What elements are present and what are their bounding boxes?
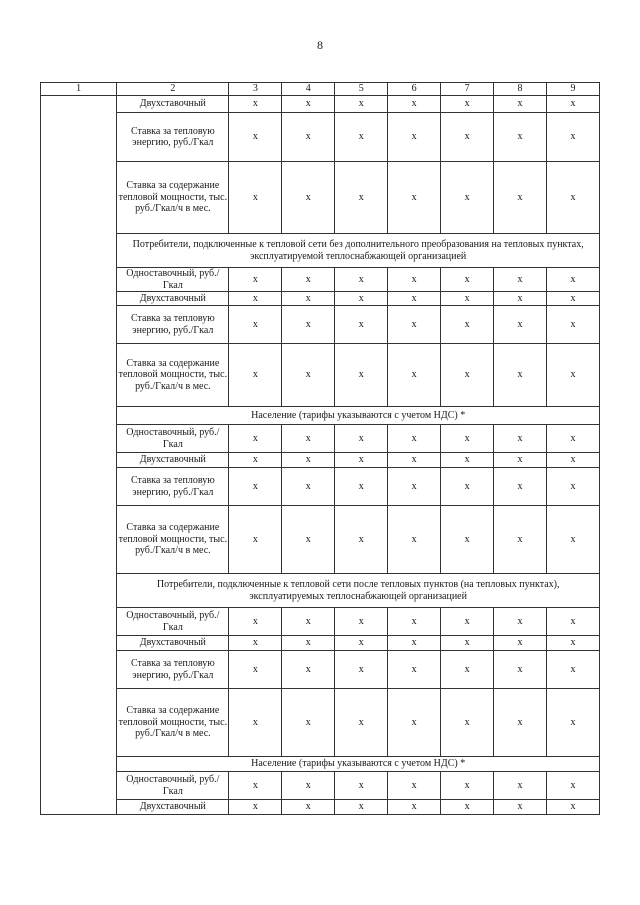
value-cell: x xyxy=(494,608,547,636)
table-row xyxy=(41,772,600,800)
value-cell: x xyxy=(388,162,441,234)
value-cell: x xyxy=(546,636,599,651)
row-label: Ставка за тепловую энергию, руб./Гкал xyxy=(117,113,229,162)
value-cell: x xyxy=(441,636,494,651)
table-row xyxy=(41,800,600,815)
row-label: Одноставочный, руб./Гкал xyxy=(117,772,229,800)
value-cell: x xyxy=(229,772,282,800)
row-label: Ставка за содержание тепловой мощности, тыс. руб./Гкал/ч в мес. xyxy=(117,689,229,757)
column-header-3: 3 xyxy=(229,83,282,96)
row-label: Двухставочный xyxy=(117,800,229,815)
value-cell: x xyxy=(229,306,282,344)
value-cell: x xyxy=(282,772,335,800)
value-cell: x xyxy=(229,96,282,113)
row-label: Ставка за содержание тепловой мощности, тыс. руб./Гкал/ч в мес. xyxy=(117,506,229,574)
value-cell: x xyxy=(494,636,547,651)
table-row xyxy=(41,689,600,757)
value-cell: x xyxy=(388,344,441,407)
value-cell: x xyxy=(441,113,494,162)
value-cell: x xyxy=(546,800,599,815)
table-row xyxy=(41,608,600,636)
value-cell: x xyxy=(335,344,388,407)
column-header-8: 8 xyxy=(494,83,547,96)
value-cell: x xyxy=(282,306,335,344)
value-cell: x xyxy=(282,608,335,636)
row-label: Двухставочный xyxy=(117,96,229,113)
table-row xyxy=(41,468,600,506)
table-row xyxy=(41,306,600,344)
section-row xyxy=(41,757,600,772)
value-cell: x xyxy=(388,689,441,757)
value-cell: x xyxy=(335,96,388,113)
value-cell: x xyxy=(335,306,388,344)
value-cell: x xyxy=(441,306,494,344)
value-cell: x xyxy=(441,96,494,113)
table-row xyxy=(41,344,600,407)
value-cell: x xyxy=(335,636,388,651)
value-cell: x xyxy=(494,800,547,815)
value-cell: x xyxy=(441,468,494,506)
header-row xyxy=(41,83,600,96)
row-label: Двухставочный xyxy=(117,636,229,651)
table-row xyxy=(41,268,600,292)
value-cell: x xyxy=(229,506,282,574)
value-cell: x xyxy=(229,344,282,407)
value-cell: x xyxy=(441,608,494,636)
value-cell: x xyxy=(388,772,441,800)
value-cell: x xyxy=(388,506,441,574)
value-cell: x xyxy=(229,651,282,689)
table-row xyxy=(41,162,600,234)
value-cell: x xyxy=(229,800,282,815)
value-cell: x xyxy=(441,292,494,306)
column-header-6: 6 xyxy=(388,83,441,96)
value-cell: x xyxy=(335,800,388,815)
column-header-2: 2 xyxy=(117,83,229,96)
column-1-merged-cell xyxy=(41,96,117,815)
section-heading: Потребители, подключенные к тепловой сети без дополнительного преобразования на тепловых пунктах, эксплуатируемой теплоснабжающей организацией xyxy=(117,234,600,268)
value-cell: x xyxy=(388,96,441,113)
value-cell: x xyxy=(441,268,494,292)
value-cell: x xyxy=(494,772,547,800)
value-cell: x xyxy=(546,689,599,757)
value-cell: x xyxy=(441,162,494,234)
row-label: Одноставочный, руб./Гкал xyxy=(117,268,229,292)
value-cell: x xyxy=(546,506,599,574)
value-cell: x xyxy=(282,468,335,506)
value-cell: x xyxy=(441,506,494,574)
value-cell: x xyxy=(229,292,282,306)
value-cell: x xyxy=(494,425,547,453)
value-cell: x xyxy=(335,608,388,636)
value-cell: x xyxy=(335,292,388,306)
table-row xyxy=(41,636,600,651)
row-label: Ставка за тепловую энергию, руб./Гкал xyxy=(117,306,229,344)
value-cell: x xyxy=(282,292,335,306)
value-cell: x xyxy=(229,689,282,757)
value-cell: x xyxy=(441,425,494,453)
value-cell: x xyxy=(441,453,494,468)
table-row xyxy=(41,425,600,453)
value-cell: x xyxy=(335,689,388,757)
column-header-5: 5 xyxy=(335,83,388,96)
table-row xyxy=(41,292,600,306)
tariff-table xyxy=(40,82,600,815)
row-label: Одноставочный, руб./Гкал xyxy=(117,425,229,453)
value-cell: x xyxy=(388,800,441,815)
value-cell: x xyxy=(441,772,494,800)
value-cell: x xyxy=(494,162,547,234)
value-cell: x xyxy=(388,113,441,162)
value-cell: x xyxy=(494,344,547,407)
value-cell: x xyxy=(388,268,441,292)
value-cell: x xyxy=(546,608,599,636)
value-cell: x xyxy=(282,113,335,162)
column-header-7: 7 xyxy=(441,83,494,96)
value-cell: x xyxy=(229,636,282,651)
value-cell: x xyxy=(335,772,388,800)
value-cell: x xyxy=(335,506,388,574)
section-row xyxy=(41,574,600,608)
table-row xyxy=(41,506,600,574)
value-cell: x xyxy=(494,689,547,757)
section-row xyxy=(41,407,600,425)
value-cell: x xyxy=(335,468,388,506)
value-cell: x xyxy=(546,453,599,468)
value-cell: x xyxy=(494,113,547,162)
column-header-9: 9 xyxy=(546,83,599,96)
value-cell: x xyxy=(546,113,599,162)
value-cell: x xyxy=(546,772,599,800)
table-row xyxy=(41,651,600,689)
row-label: Ставка за тепловую энергию, руб./Гкал xyxy=(117,651,229,689)
row-label: Двухставочный xyxy=(117,453,229,468)
value-cell: x xyxy=(494,506,547,574)
value-cell: x xyxy=(335,268,388,292)
value-cell: x xyxy=(335,453,388,468)
page-number: 8 xyxy=(317,38,323,52)
section-heading: Потребители, подключенные к тепловой сети после тепловых пунктов (на тепловых пунктах), эксплуатируемых теплоснабжающей организацией xyxy=(117,574,600,608)
section-heading: Население (тарифы указываются с учетом НДС) * xyxy=(117,757,600,772)
value-cell: x xyxy=(229,162,282,234)
value-cell: x xyxy=(335,162,388,234)
value-cell: x xyxy=(546,425,599,453)
row-label: Одноставочный, руб./Гкал xyxy=(117,608,229,636)
value-cell: x xyxy=(546,306,599,344)
value-cell: x xyxy=(229,453,282,468)
value-cell: x xyxy=(441,651,494,689)
value-cell: x xyxy=(229,468,282,506)
section-row xyxy=(41,234,600,268)
value-cell: x xyxy=(282,453,335,468)
column-header-4: 4 xyxy=(282,83,335,96)
value-cell: x xyxy=(388,306,441,344)
value-cell: x xyxy=(388,608,441,636)
section-heading: Население (тарифы указываются с учетом НДС) * xyxy=(117,407,600,425)
row-label: Двухставочный xyxy=(117,292,229,306)
value-cell: x xyxy=(388,425,441,453)
column-header-1: 1 xyxy=(41,83,117,96)
value-cell: x xyxy=(494,292,547,306)
value-cell: x xyxy=(229,425,282,453)
value-cell: x xyxy=(388,651,441,689)
value-cell: x xyxy=(388,292,441,306)
value-cell: x xyxy=(282,506,335,574)
value-cell: x xyxy=(441,800,494,815)
value-cell: x xyxy=(282,636,335,651)
value-cell: x xyxy=(229,268,282,292)
value-cell: x xyxy=(282,344,335,407)
value-cell: x xyxy=(282,162,335,234)
value-cell: x xyxy=(546,651,599,689)
tariff-table-body xyxy=(41,83,600,815)
row-label: Ставка за содержание тепловой мощности, тыс. руб./Гкал/ч в мес. xyxy=(117,162,229,234)
row-label: Ставка за тепловую энергию, руб./Гкал xyxy=(117,468,229,506)
table-row xyxy=(41,453,600,468)
value-cell: x xyxy=(335,113,388,162)
value-cell: x xyxy=(494,468,547,506)
value-cell: x xyxy=(388,468,441,506)
value-cell: x xyxy=(546,344,599,407)
value-cell: x xyxy=(282,800,335,815)
table-row xyxy=(41,113,600,162)
value-cell: x xyxy=(282,651,335,689)
value-cell: x xyxy=(441,689,494,757)
value-cell: x xyxy=(388,453,441,468)
value-cell: x xyxy=(388,636,441,651)
value-cell: x xyxy=(229,113,282,162)
value-cell: x xyxy=(494,306,547,344)
value-cell: x xyxy=(282,96,335,113)
value-cell: x xyxy=(494,651,547,689)
value-cell: x xyxy=(546,96,599,113)
value-cell: x xyxy=(546,468,599,506)
value-cell: x xyxy=(282,268,335,292)
value-cell: x xyxy=(335,425,388,453)
value-cell: x xyxy=(546,292,599,306)
table-row xyxy=(41,96,600,113)
row-label: Ставка за содержание тепловой мощности, тыс. руб./Гкал/ч в мес. xyxy=(117,344,229,407)
value-cell: x xyxy=(441,344,494,407)
value-cell: x xyxy=(546,162,599,234)
value-cell: x xyxy=(282,425,335,453)
value-cell: x xyxy=(335,651,388,689)
value-cell: x xyxy=(282,689,335,757)
value-cell: x xyxy=(494,453,547,468)
value-cell: x xyxy=(229,608,282,636)
value-cell: x xyxy=(494,96,547,113)
value-cell: x xyxy=(546,268,599,292)
value-cell: x xyxy=(494,268,547,292)
